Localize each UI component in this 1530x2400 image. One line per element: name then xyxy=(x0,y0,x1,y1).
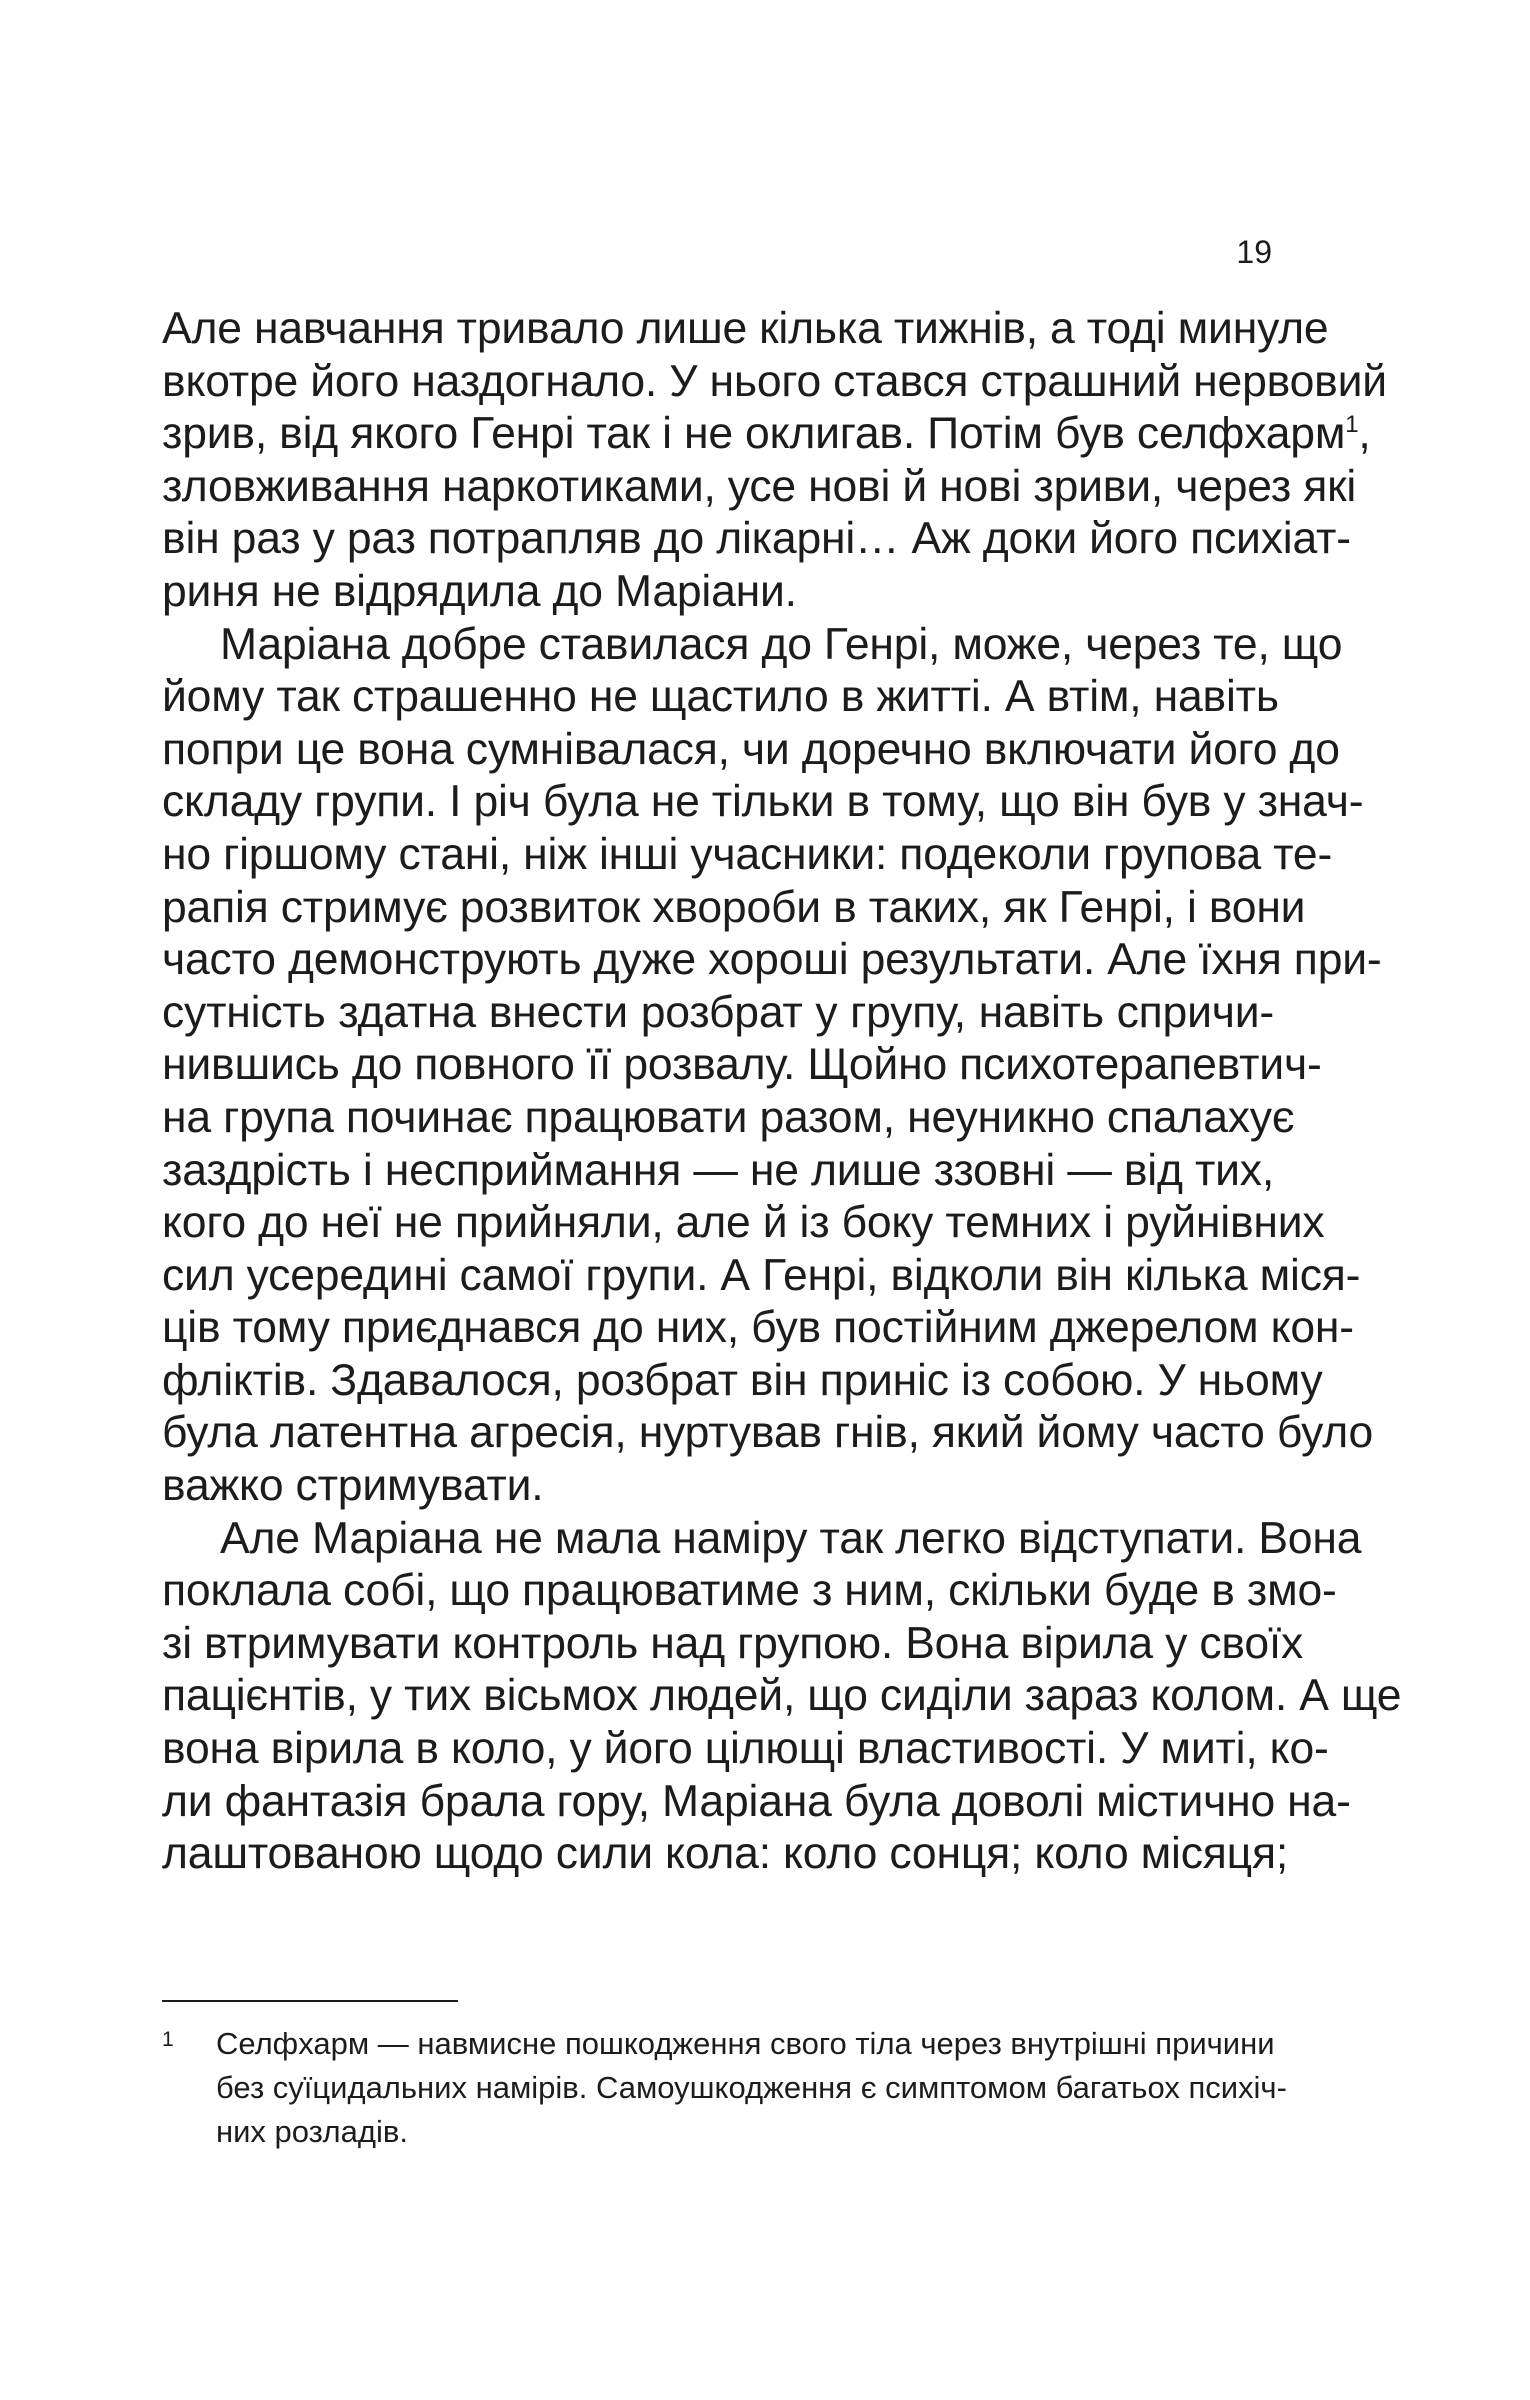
footnote-divider xyxy=(162,2000,458,2002)
paragraph-2 xyxy=(162,619,1382,1513)
footnote-line: без суїцидальних намірів. Самоушкодження є симптомом багатьох психіч- xyxy=(216,2070,1287,2105)
page-number: 19 xyxy=(1236,234,1272,270)
text-line-content: зрив, від якого Генрі так і не оклигав. Потім був селфхарм xyxy=(162,409,1346,459)
text-line: важко стримувати. xyxy=(162,1461,544,1511)
text-line: вкотре його наздогнало. У нього стався страшний нервовий xyxy=(162,356,1387,406)
footnote xyxy=(162,2022,1287,2154)
text-line: лаштованою щодо сили кола: коло сонця; коло місяця; xyxy=(162,1829,1289,1879)
text-line: Маріана добре ставилася до Генрі, може, через те, що xyxy=(220,619,1343,669)
text-line: Але навчання тривало лише кілька тижнів, а тоді минуле xyxy=(162,304,1329,353)
text-line: попри це вона сумнівалася, чи доречно включати його до xyxy=(162,724,1340,774)
footnote-reference-punctuation: , xyxy=(1358,409,1371,459)
text-line: ли фантазія брала гору, Маріана була доволі містично на- xyxy=(162,1776,1351,1826)
text-line: зловживання наркотиками, усе нові й нові зриви, через які xyxy=(162,461,1357,511)
footnote-reference: 1 xyxy=(1345,411,1359,439)
text-line: нившись до повного її розвалу. Щойно психотерапевтич- xyxy=(162,1040,1322,1090)
text-line xyxy=(162,408,1371,461)
paragraph-1 xyxy=(162,303,1387,619)
paragraph-3 xyxy=(162,1513,1402,1881)
footnote-line: Селфхарм — навмисне пошкодження свого тіла через внутрішні причини xyxy=(216,2026,1275,2061)
text-line: йому так страшенно не щастило в житті. А втім, навіть xyxy=(162,672,1279,722)
text-line: фліктів. Здавалося, розбрат він приніс із собою. У ньому xyxy=(162,1355,1323,1405)
text-line: кого до неї не прийняли, але й із боку темних і руйнівних xyxy=(162,1198,1325,1248)
text-line: рапія стримує розвиток хвороби в таких, як Генрі, і вони xyxy=(162,882,1306,932)
text-line: зі втримувати контроль над групою. Вона вірила у своїх xyxy=(162,1618,1304,1668)
text-line: часто демонструють дуже хороші результати. Але їхня при- xyxy=(162,935,1382,985)
text-line: сутність здатна внести розбрат у групу, навіть спричи- xyxy=(162,987,1274,1037)
body-text xyxy=(162,303,1402,1881)
text-line: була латентна агресія, нуртував гнів, який йому часто було xyxy=(162,1408,1374,1458)
text-line: на група починає працювати разом, неуникно спалахує xyxy=(162,1092,1295,1142)
text-line: складу групи. І річ була не тільки в тому, що він був у знач- xyxy=(162,777,1364,827)
footnote-line: них розладів. xyxy=(216,2114,408,2149)
text-line: Але Маріана не мала наміру так легко відступати. Вона xyxy=(220,1513,1362,1563)
text-line: заздрість і несприймання — не лише ззовні — від тих, xyxy=(162,1145,1274,1195)
text-line: пацієнтів, у тих вісьмох людей, що сиділи зараз колом. А ще xyxy=(162,1671,1402,1721)
text-line: він раз у раз потрапляв до лікарні… Аж доки його психіат- xyxy=(162,514,1351,564)
footnote-marker: 1 xyxy=(162,2028,174,2051)
text-line: но гіршому стані, ніж інші учасники: подеколи групова те- xyxy=(162,829,1333,879)
footnote-text xyxy=(216,2022,1287,2154)
text-line: вона вірила в коло, у його цілющі властивості. У миті, ко- xyxy=(162,1724,1329,1774)
text-line: сил усередині самої групи. А Генрі, відколи він кілька міся- xyxy=(162,1250,1361,1300)
text-line: ців тому приєднався до них, був постійним джерелом кон- xyxy=(162,1303,1354,1353)
text-line: поклала собі, що працюватиме з ним, скільки буде в змо- xyxy=(162,1566,1337,1616)
text-line: риня не відрядила до Маріани. xyxy=(162,566,797,616)
